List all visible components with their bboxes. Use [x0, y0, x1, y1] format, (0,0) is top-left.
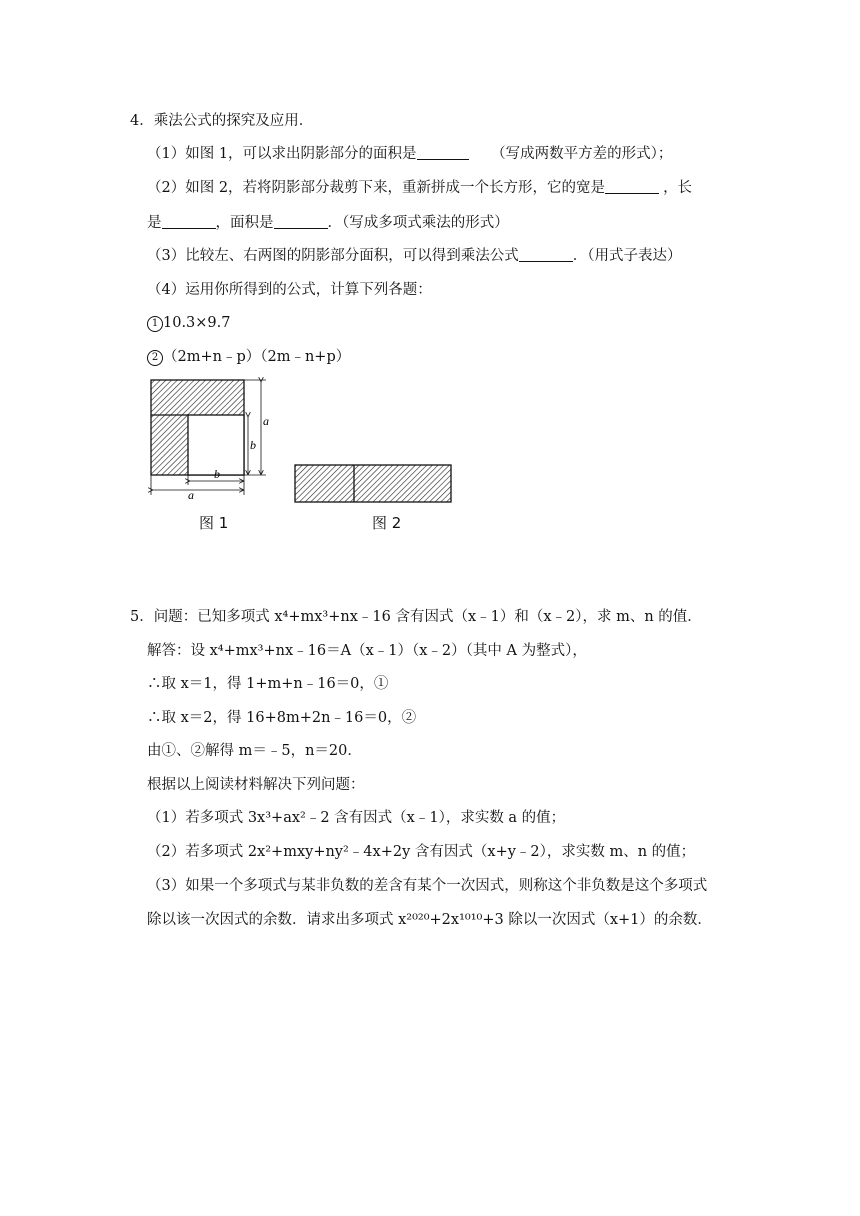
q5-solution-step2: ∴取 x＝2，得 16+8m+2n﹣16＝0，②	[147, 710, 417, 726]
q4-exercise-2	[147, 347, 350, 367]
q4-part2	[147, 178, 692, 198]
answer-blank-area[interactable]	[274, 214, 328, 229]
q4-exercise-1-expr: 10.3×9.7	[163, 315, 231, 331]
q4-exercise-1	[147, 313, 231, 333]
label-a-bottom: a	[188, 488, 194, 502]
q4-exercise-2-expr: （2m+n﹣p）（2m﹣n+p）	[163, 349, 351, 365]
q4-part3-text: （3）比较左、右两图的阴影部分面积，可以得到乘法公式	[147, 248, 519, 264]
label-a-right: a	[263, 414, 269, 428]
answer-blank[interactable]	[417, 145, 469, 160]
figure-2	[290, 460, 460, 506]
answer-blank-width[interactable]	[605, 179, 659, 194]
q4-part2-cont	[147, 213, 509, 233]
q5-solution-setup: 解答：设 x⁴+mx³+nx﹣16＝A（x﹣1）（x﹣2）（其中 A 为整式），	[147, 643, 587, 659]
figure-1	[148, 375, 288, 505]
answer-blank-length[interactable]	[162, 214, 216, 229]
q4-part2-long: ，长	[663, 180, 693, 196]
q5-part2: （2）若多项式 2x²+mxy+ny²﹣4x+2y 含有因式（x+y﹣2），求实数 m、n 的值；	[147, 844, 696, 860]
q4-part4: （4）运用你所得到的公式，计算下列各题：	[147, 282, 432, 298]
answer-blank-formula[interactable]	[519, 247, 573, 262]
q4-part1	[147, 144, 672, 164]
q5-problem: 5．问题：已知多项式 x⁴+mx³+nx﹣16 含有因式（x﹣1）和（x﹣2），求 m、n 的值．	[130, 609, 702, 625]
q4-part3-note: ．（用式子表达）	[572, 248, 682, 264]
inner-square	[188, 415, 244, 475]
q4-part2-area: ，面积是	[215, 215, 274, 231]
q4-part2-shi: 是	[147, 215, 162, 231]
q4-part2-note: ．（写成多项式乘法的形式）	[327, 215, 509, 231]
figure-2-caption: 图 2	[372, 514, 402, 532]
q4-part1-note: （写成两数平方差的形式）；	[491, 146, 673, 162]
q4-part1-text: （1）如图 1，可以求出阴影部分的面积是	[147, 146, 417, 162]
label-b-right: b	[250, 438, 256, 452]
q5-part1: （1）若多项式 3x³+ax²﹣2 含有因式（x﹣1），求实数 a 的值；	[147, 810, 566, 826]
label-b-bottom: b	[214, 467, 220, 481]
q5-part3-line1: （3）如果一个多项式与某非负数的差含有某个一次因式，则称这个非负数是这个多项式	[147, 878, 708, 894]
figure-1-caption: 图 1	[199, 514, 229, 532]
q5-instruction: 根据以上阅读材料解决下列问题：	[147, 777, 365, 793]
circled-number-1: 1	[147, 316, 163, 332]
q5-solution-step1: ∴取 x＝1，得 1+m+n﹣16＝0，①	[147, 676, 389, 692]
q5-solution-result: 由①、②解得 m＝﹣5，n＝20．	[147, 743, 362, 759]
q5-part3-line2: 除以该一次因式的余数．请求出多项式 x²⁰²⁰+2x¹⁰¹⁰+3 除以一次因式（x+1）的余数．	[147, 912, 712, 928]
q4-part2-text: （2）如图 2，若将阴影部分裁剪下来，重新拼成一个长方形，它的宽是	[147, 180, 606, 196]
q4-part3	[147, 246, 681, 266]
q4-title: 4．乘法公式的探究及应用．	[130, 113, 314, 129]
circled-number-2: 2	[147, 350, 163, 366]
long-rectangle	[295, 465, 451, 502]
